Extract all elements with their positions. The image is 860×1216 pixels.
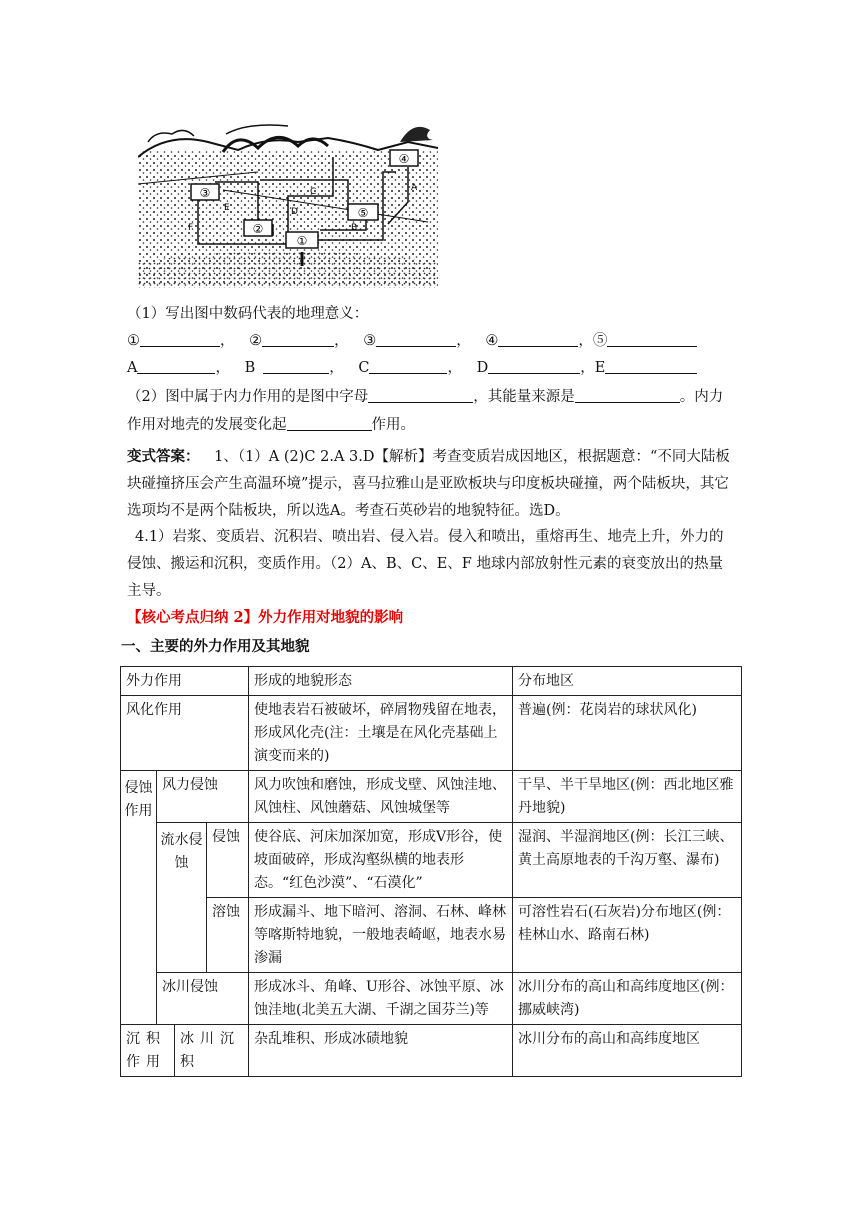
label-f: F — [188, 223, 194, 233]
question-1-prompt: （1）写出图中数码代表的地理意义： — [127, 306, 369, 322]
table-row — [121, 696, 742, 771]
blank-d[interactable] — [488, 358, 580, 374]
solution-form: 形成漏斗、地下暗河、溶洞、石林、峰林等喀斯特地貌，一般地表崎岖，地表水易渗漏 — [249, 898, 513, 973]
sep: ， — [447, 360, 462, 376]
wind-form: 风力吹蚀和磨蚀，形成戈壁、风蚀洼地、风蚀柱、风蚀蘑菇、风蚀城堡等 — [249, 771, 513, 823]
water-erosion-name: 侵蚀 — [207, 823, 249, 898]
answer-row-numbers — [127, 331, 697, 351]
q2-text: 。内力 — [679, 389, 724, 405]
num-2: ② — [249, 333, 263, 349]
letter-e: ，E — [580, 360, 606, 376]
sep: ， — [215, 360, 230, 376]
blank-c[interactable] — [369, 358, 447, 374]
label-e: E — [224, 203, 230, 213]
svg-text:⑤: ⑤ — [357, 206, 369, 220]
deposition-label: 沉积作用 — [121, 1025, 175, 1077]
blank-e[interactable] — [605, 358, 697, 374]
answers-paragraph-1 — [127, 443, 735, 525]
num-4: ④ — [485, 333, 499, 349]
label-a: A — [411, 183, 418, 193]
header-landform: 形成的地貌形态 — [249, 667, 513, 696]
sep: ， — [220, 333, 235, 349]
blank-1[interactable] — [140, 331, 220, 347]
section-title: 【核心考点归纳 2】外力作用对地貌的影响 — [127, 609, 404, 626]
weathering-name: 风化作用 — [121, 696, 249, 771]
question-2-line-2 — [127, 415, 415, 435]
header-force: 外力作用 — [121, 667, 249, 696]
answers-label: 变式答案： — [127, 448, 200, 465]
answer-row-letters — [127, 358, 697, 378]
num-1: ① — [127, 333, 140, 349]
table-row — [121, 973, 742, 1025]
svg-text:③: ③ — [199, 186, 211, 200]
blank-force-letters[interactable] — [368, 387, 473, 403]
blank-energy-source[interactable] — [575, 387, 680, 403]
wind-name: 风力侵蚀 — [157, 771, 249, 823]
erosion-label: 侵蚀作用 — [121, 771, 157, 1025]
table-row — [121, 823, 742, 898]
answers-text-1: 1、（1）A (2)C 2.A 3.D【解析】考查变质岩成因地区，根据题意：“不同大陆板块碰撞挤压会产生高温环境”提示，喜马拉雅山是亚欧板块与印度板块碰撞，两个陆板块，其它选项均不是两个陆板块，所以选A。考查石英砂岩的地貌特征。选D。 — [127, 449, 730, 519]
water-erosion-form: 使谷底、河床加深加宽，形成V形谷，使坡面破碎，形成沟壑纵横的地表形态。“红色沙漠”、“石漠化” — [249, 823, 513, 898]
q2-text: （2）图中属于内力作用的是图中字母 — [127, 389, 369, 405]
glacial-deposition-name: 冰川沉积 — [175, 1025, 249, 1077]
blank-4[interactable] — [498, 331, 578, 347]
q2-text: 作用对地壳的发展变化起 — [127, 417, 287, 433]
water-label: 流水侵蚀 — [157, 823, 207, 973]
table-header-row — [121, 667, 742, 696]
label-c: C — [310, 187, 317, 197]
box-5 — [348, 204, 378, 220]
blank-role[interactable] — [287, 415, 372, 431]
sep: ， — [334, 333, 349, 349]
box-3 — [191, 184, 219, 200]
label-d: D — [291, 207, 298, 217]
glacial-erosion-form: 形成冰斗、角峰、U形谷、冰蚀平原、冰蚀洼地(北美五大湖、千湖之国芬兰)等 — [249, 973, 513, 1025]
svg-text:④: ④ — [398, 152, 410, 166]
weathering-form: 使地表岩石被破坏，碎屑物残留在地表，形成风化壳(注：土壤是在风化壳基础上演变而来的) — [249, 696, 513, 771]
wind-area: 干旱、半干旱地区(例：西北地区雅丹地貌) — [513, 771, 742, 823]
svg-text:②: ② — [252, 222, 264, 236]
table-row — [121, 1025, 742, 1077]
svg-text:①: ① — [296, 234, 308, 248]
box-4 — [390, 150, 418, 166]
box-2 — [244, 220, 272, 236]
q2-text: 作用。 — [371, 417, 415, 433]
box-1 — [286, 232, 318, 248]
table-row — [121, 898, 742, 973]
blank-2[interactable] — [262, 331, 334, 347]
num-5: ，⑤ — [578, 333, 608, 349]
letter-c: C — [358, 360, 370, 376]
letter-d: D — [476, 360, 489, 376]
num-3: ③ — [363, 333, 377, 349]
answers-paragraph-2: 4.1）岩浆、变质岩、沉积岩、喷出岩、侵入岩。侵入和喷出，重熔再生、地壳上升，外力的侵蚀、搬运和沉积，变质作用。（2）A、B、C、E、F 地球内部放射性元素的衰变放出的热量 主导。 — [127, 529, 724, 599]
q2-text: ，其能量来源是 — [473, 389, 575, 405]
section-subtitle: 一、主要的外力作用及其地貌 — [121, 639, 310, 655]
glacial-deposition-area: 冰川分布的高山和高纬度地区 — [513, 1025, 742, 1077]
blank-a[interactable] — [137, 358, 215, 374]
sep: ， — [456, 333, 471, 349]
water-erosion-area: 湿润、半湿润地区(例：长江三峡、黄土高原地表的千沟万壑、瀑布) — [513, 823, 742, 898]
letter-b: B — [244, 360, 256, 376]
blank-b[interactable] — [263, 358, 329, 374]
table-row — [121, 771, 742, 823]
glacial-erosion-area: 冰川分布的高山和高纬度地区(例：挪威峡湾) — [513, 973, 742, 1025]
sep: ， — [329, 360, 344, 376]
external-forces-table — [120, 666, 742, 1077]
solution-area: 可溶性岩石(石灰岩)分布地区(例：桂林山水、路南石林) — [513, 898, 742, 973]
weathering-area: 普遍(例：花岗岩的球状风化) — [513, 696, 742, 771]
blank-5[interactable] — [607, 331, 697, 347]
rock-cycle-diagram — [138, 112, 438, 288]
header-area: 分布地区 — [513, 667, 742, 696]
letter-a: A — [127, 360, 138, 376]
question-2-line-1 — [127, 387, 723, 407]
solution-name: 溶蚀 — [207, 898, 249, 973]
glacial-erosion-name: 冰川侵蚀 — [157, 973, 249, 1025]
glacial-deposition-form: 杂乱堆积、形成冰碛地貌 — [249, 1025, 513, 1077]
blank-3[interactable] — [376, 331, 456, 347]
label-b: B — [351, 223, 358, 233]
